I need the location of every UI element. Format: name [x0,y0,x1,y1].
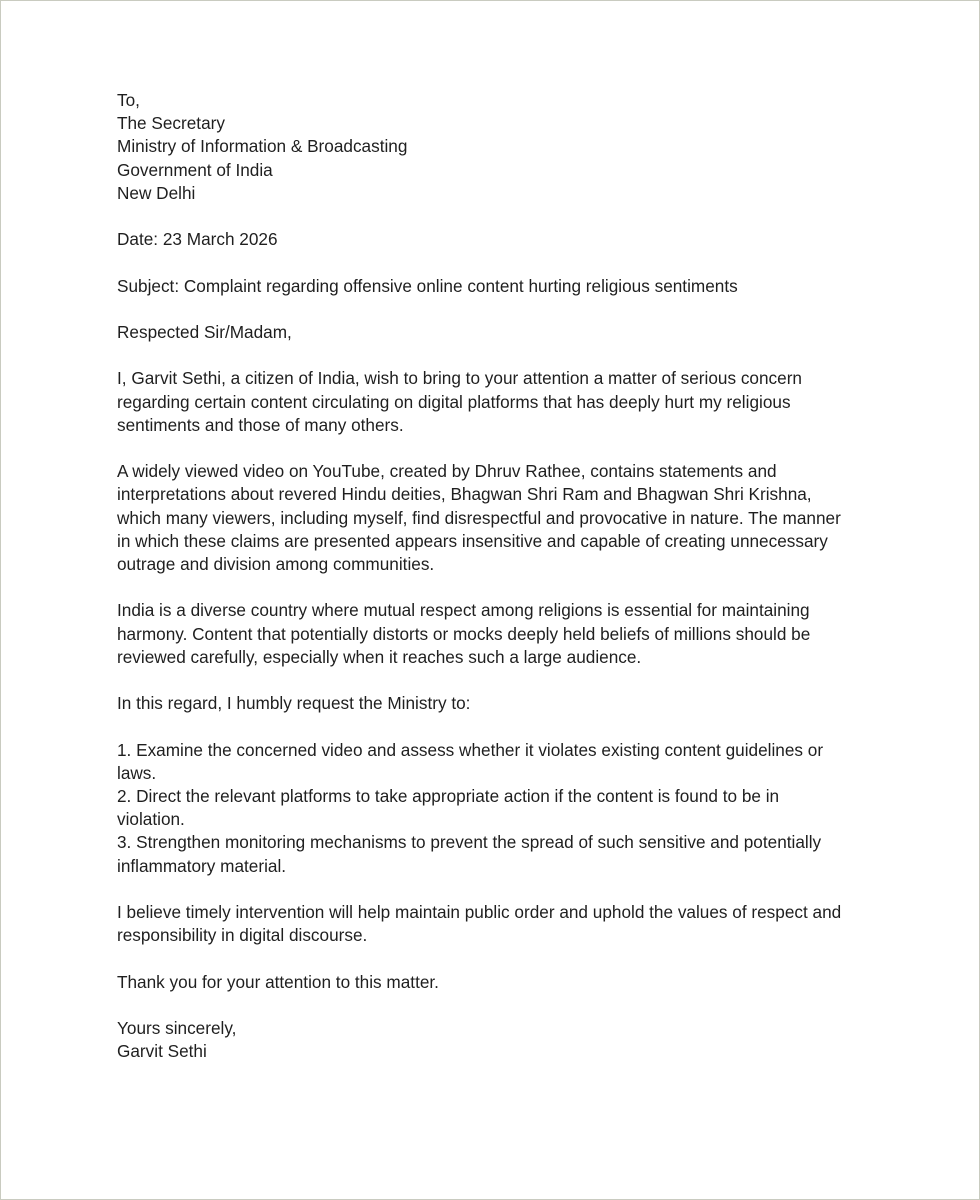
text-line: reviewed carefully, especially when it reaches such a large audience. [117,646,642,667]
text-line: which many viewers, including myself, find disrespectful and provocative in nature. The manner [117,507,841,528]
address-line: To, [117,90,140,110]
letter-body [117,89,877,1087]
paragraph-introduction [117,367,877,437]
address-line: Ministry of Information & Broadcasting [117,136,408,157]
recipient-address [117,89,877,205]
paragraph-video-description [117,460,877,576]
text-line: I, Garvit Sethi, a citizen of India, wish to bring to your attention a matter of serious concern [117,368,802,389]
text-line: India is a diverse country where mutual respect among religions is essential for maintaining [117,600,810,621]
text-line: in which these claims are presented appears insensitive and capable of creating unnecessary [117,530,828,551]
letter-subject: Subject: Complaint regarding offensive online content hurting religious sentiments [117,275,738,296]
address-line: New Delhi [117,182,196,203]
request-line: violation. [117,809,185,830]
salutation: Respected Sir/Madam, [117,321,292,342]
text-line: A widely viewed video on YouTube, created by Dhruv Rathee, contains statements and [117,461,777,482]
text-line: I believe timely intervention will help maintain public order and uphold the values of respect and [117,901,842,922]
paragraph-diversity [117,599,877,669]
signatory-name: Garvit Sethi [117,1041,207,1062]
text-line: outrage and division among communities. [117,553,435,574]
request-list [117,739,877,878]
signature-block [117,1017,877,1063]
address-line: The Secretary [117,113,225,134]
text-line: regarding certain content circulating on digital platforms that has deeply hurt my religious [117,391,791,412]
closing-phrase: Yours sincerely, [117,1017,237,1038]
letter-date: Date: 23 March 2026 [117,229,278,250]
address-line: Government of India [117,159,273,180]
request-line: 3. Strengthen monitoring mechanisms to prevent the spread of such sensitive and potentially [117,832,822,853]
request-line: inflammatory material. [117,855,287,876]
request-line: laws. [117,762,157,783]
thanks-line: Thank you for your attention to this matter. [117,971,439,992]
paragraph-conclusion [117,901,877,947]
request-line: 2. Direct the relevant platforms to take appropriate action if the content is found to be in [117,785,780,806]
request-line: 1. Examine the concerned video and assess whether it violates existing content guidelines or [117,739,824,760]
text-line: harmony. Content that potentially distorts or mocks deeply held beliefs of millions should be [117,623,811,644]
text-line: sentiments and those of many others. [117,414,404,435]
text-line: interpretations about revered Hindu deities, Bhagwan Shri Ram and Bhagwan Shri Krishna, [117,484,812,505]
text-line: responsibility in digital discourse. [117,925,368,946]
request-intro: In this regard, I humbly request the Ministry to: [117,693,471,714]
